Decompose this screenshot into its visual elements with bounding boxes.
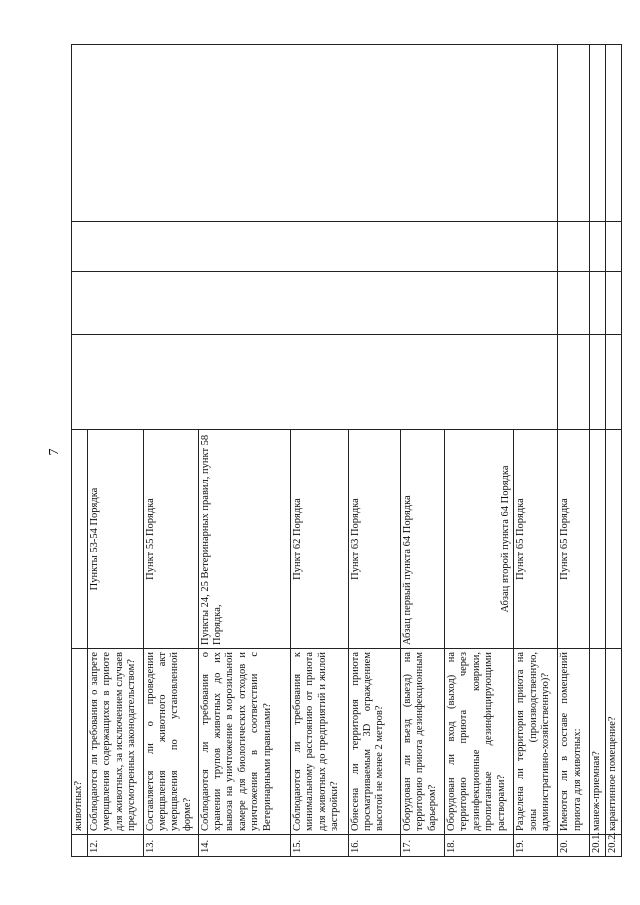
empty-cell <box>605 222 621 272</box>
row-reference: Пункт 65 Порядка <box>558 430 589 649</box>
row-number: 20.2. <box>605 835 621 857</box>
empty-cell <box>605 45 621 222</box>
empty-cell <box>72 45 558 222</box>
row-number: 18. <box>445 835 514 857</box>
row-number: 15. <box>290 835 348 857</box>
row-number: 13. <box>143 835 198 857</box>
row-number: 17. <box>401 835 445 857</box>
empty-cell <box>558 45 589 222</box>
table-row <box>589 45 605 857</box>
table-row <box>605 45 621 857</box>
row-question: Соблюдаются ли требования о хранении трупов животных до их вывоза на уничтожение в морозильной камере для биологических отходов и уничтожения в соответствии с Ветеринарными правилами? <box>198 649 290 835</box>
row-reference <box>605 430 621 649</box>
empty-cell <box>558 335 589 430</box>
page-number: 7 <box>47 448 62 456</box>
empty-cell <box>72 222 558 272</box>
empty-cell <box>589 272 605 335</box>
row-reference: Пункт 65 Порядка <box>514 430 558 649</box>
row-reference: Пункты 24, 25 Ветеринарных правил, пункт 58 Порядка, <box>198 430 290 649</box>
row-number <box>72 835 88 857</box>
rotated-table-container <box>71 45 622 857</box>
row-reference: Пункт 63 Порядка <box>348 430 400 649</box>
row-number: 20.1. <box>589 835 605 857</box>
row-number: 19. <box>514 835 558 857</box>
row-number: 12. <box>88 835 144 857</box>
row-question: животных? <box>72 649 88 835</box>
row-question: Оборудован ли вход (выход) на территорию приюта через дезинфекционные коврики, пропитанные дезинфицирующими растворами? <box>445 649 514 835</box>
row-reference: Пункт 62 Порядка <box>290 430 348 649</box>
row-question: Составляется ли о проведении умерщвления животного акт умерщвления по установленной форме? <box>143 649 198 835</box>
checklist-table <box>71 44 622 857</box>
row-reference <box>589 430 605 649</box>
table-row <box>558 45 589 857</box>
empty-cell <box>605 272 621 335</box>
empty-cell <box>558 222 589 272</box>
empty-cell <box>589 45 605 222</box>
empty-cell <box>589 222 605 272</box>
row-question: Разделена ли территория приюта на зоны (производственную, административно-хозяйственную)? <box>514 649 558 835</box>
empty-cell <box>72 335 558 430</box>
table-row <box>72 45 88 857</box>
row-reference: Абзац первый пункта 64 Порядка <box>401 430 445 649</box>
row-question: Имеются ли в составе помещений приюта для животных: <box>558 649 589 835</box>
empty-cell <box>605 335 621 430</box>
empty-cell <box>558 272 589 335</box>
empty-cell <box>589 335 605 430</box>
row-question: Обнесена ли территория приюта просматриваемым 3D ограждением высотой не менее 2 метров? <box>348 649 400 835</box>
row-number: 14. <box>198 835 290 857</box>
row-question: манеж-приемная? <box>589 649 605 835</box>
row-question: Оборудован ли въезд (выезд) на территорию приюта дезинфекционным барьером? <box>401 649 445 835</box>
row-reference <box>72 430 88 649</box>
row-number: 16. <box>348 835 400 857</box>
row-question: Соблюдаются ли требования о запрете умерщвления содержащихся в приюте для животных, за исключением случаев предусмотренных законодательством? <box>88 649 144 835</box>
row-reference: Пункты 53-54 Порядка <box>88 430 144 649</box>
empty-cell <box>72 272 558 335</box>
row-question: карантинное помещение? <box>605 649 621 835</box>
row-question: Соблюдаются ли требования к минимальному расстоянию от приюта для животных до предприятий и жилой застройки? <box>290 649 348 835</box>
row-number: 20. <box>558 835 589 857</box>
row-reference: Пункт 55 Порядка <box>143 430 198 649</box>
row-reference: Абзац второй пункта 64 Порядка <box>445 430 514 649</box>
